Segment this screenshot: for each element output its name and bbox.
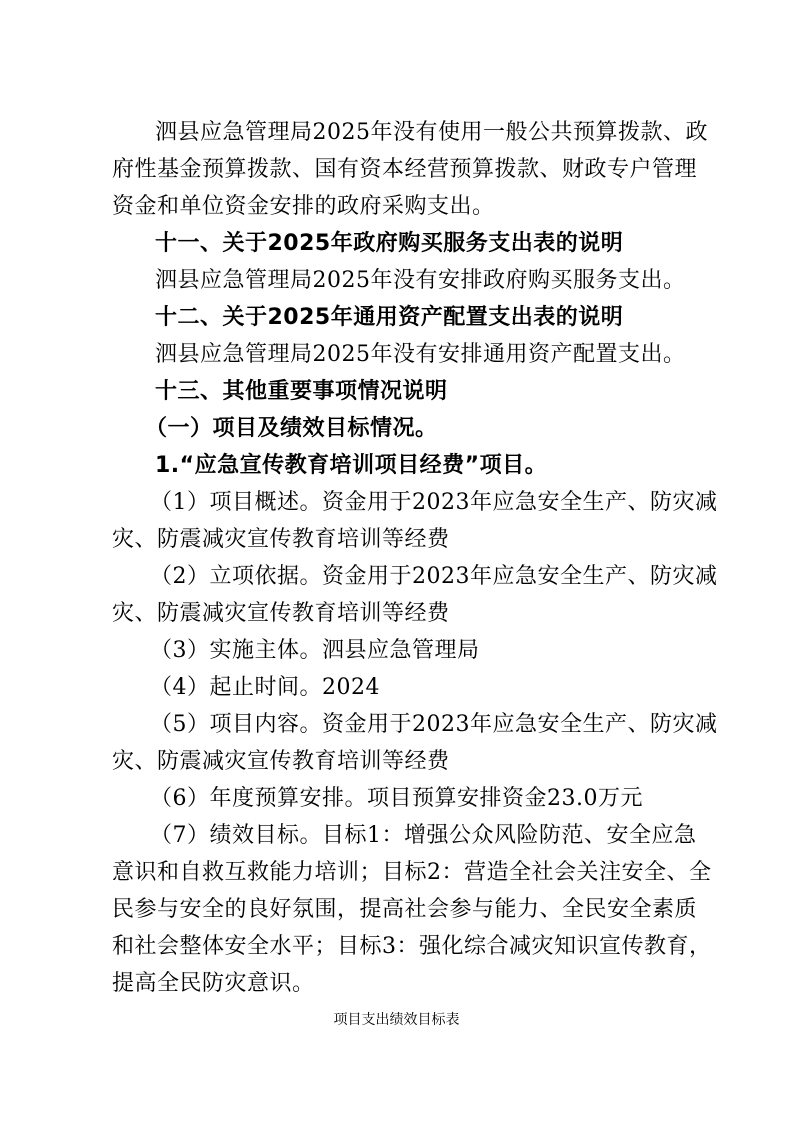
section-13-heading: 十三、其他重要事项情况说明 bbox=[155, 379, 448, 404]
project-budget: （6）年度预算安排。项目预算安排资金23.0万元 bbox=[150, 786, 643, 811]
project-goals-line-2: 意识和自救互救能力培训；目标2：营造全社会关注安全、全 bbox=[112, 860, 712, 885]
section-12-body: 泗县应急管理局2025年没有安排通用资产配置支出。 bbox=[155, 342, 686, 367]
project-basis-line-1: （2）立项依据。资金用于2023年应急安全生产、防灾减 bbox=[150, 564, 718, 589]
project-content-line-2: 灾、防震减灾宣传教育培训等经费 bbox=[112, 749, 450, 774]
project-goals-line-3: 民参与安全的良好氛围，提高社会参与能力、全民安全素质 bbox=[112, 897, 698, 922]
project-entity: （3）实施主体。泗县应急管理局 bbox=[150, 638, 480, 663]
section-11-heading: 十一、关于2025年政府购买服务支出表的说明 bbox=[155, 231, 624, 256]
project-title: 1.“应急宣传教育培训项目经费”项目。 bbox=[155, 453, 548, 478]
table-caption: 项目支出绩效目标表 bbox=[333, 1012, 460, 1028]
section-11-body: 泗县应急管理局2025年没有安排政府购买服务支出。 bbox=[155, 268, 686, 293]
project-overview-line-1: （1）项目概述。资金用于2023年应急安全生产、防灾减 bbox=[150, 490, 718, 515]
project-basis-line-2: 灾、防震减灾宣传教育培训等经费 bbox=[112, 601, 450, 626]
project-goals-line-1: （7）绩效目标。目标1：增强公众风险防范、安全应急 bbox=[150, 823, 697, 848]
project-period: （4）起止时间。2024 bbox=[150, 675, 380, 700]
procurement-line-3: 资金和单位资金安排的政府采购支出。 bbox=[112, 194, 495, 219]
procurement-line-2: 府性基金预算拨款、国有资本经营预算拨款、财政专户管理 bbox=[112, 157, 698, 182]
section-12-heading: 十二、关于2025年通用资产配置支出表的说明 bbox=[155, 305, 624, 330]
section-13-subheading: （一）项目及绩效目标情况。 bbox=[145, 416, 438, 441]
procurement-line-1: 泗县应急管理局2025年没有使用一般公共预算拨款、政 bbox=[155, 120, 708, 145]
project-content-line-1: （5）项目内容。资金用于2023年应急安全生产、防灾减 bbox=[150, 712, 718, 737]
project-overview-line-2: 灾、防震减灾宣传教育培训等经费 bbox=[112, 527, 450, 552]
project-goals-line-4: 和社会整体安全水平；目标3：强化综合减灾知识宣传教育， bbox=[112, 934, 712, 959]
project-goals-line-5: 提高全民防灾意识。 bbox=[112, 971, 315, 996]
